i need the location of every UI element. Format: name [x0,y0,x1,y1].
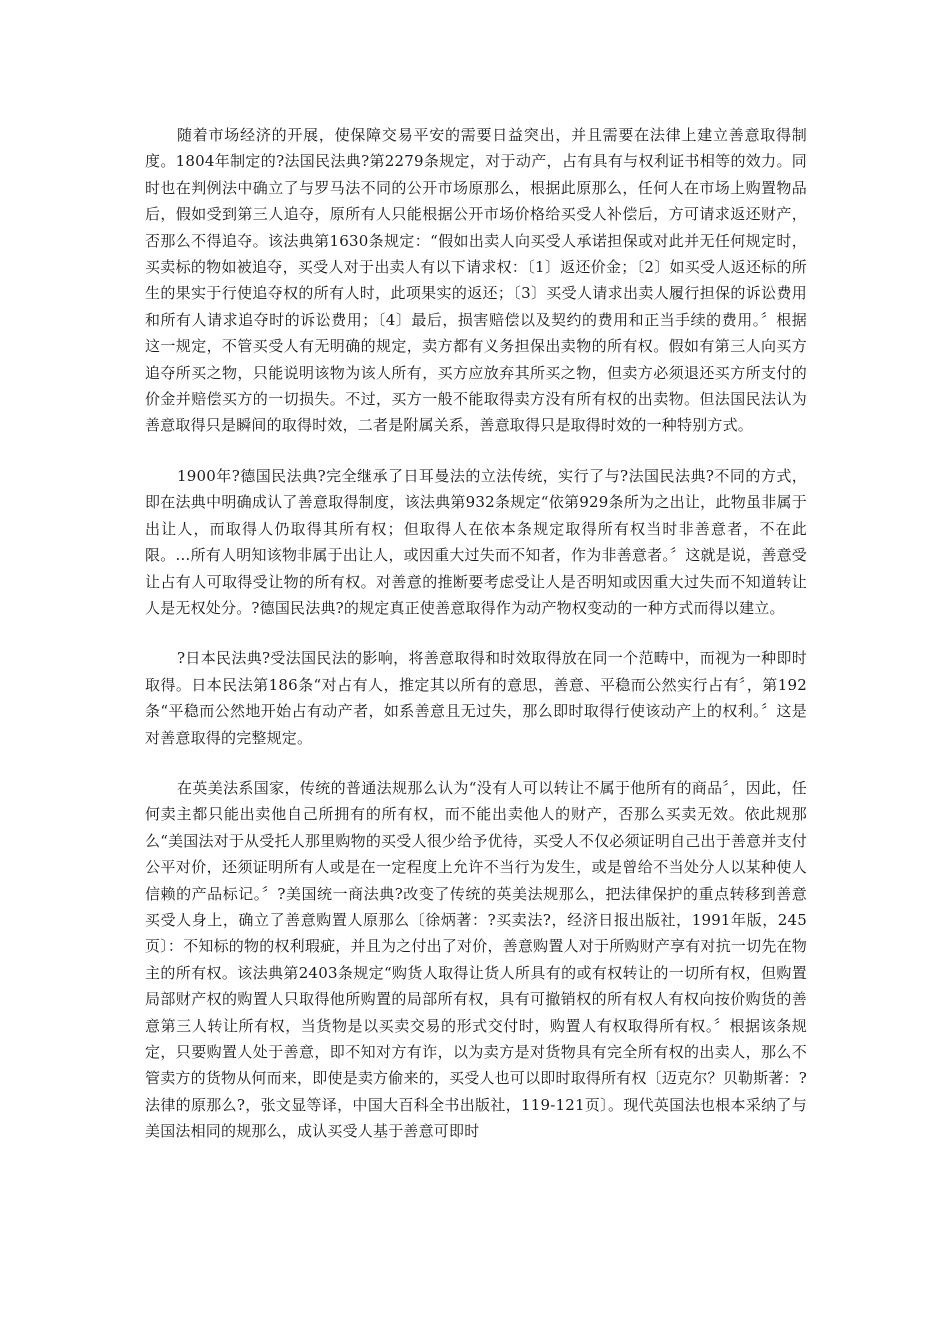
document-page [145,122,807,1169]
paragraph-french-civil-code: 随着市场经济的开展，使保障交易平安的需要日益突出，并且需要在法律上建立善意取得制度。1804年制定的?法国民法典?第2279条规定，对于动产，占有具有与权利证书相等的效力。同时也在判例法中确立了与罗马法不同的公开市场原那么，根据此原那么，任何人在市场上购置物品后，假如受到第三人追夺，原所有人只能根据公开市场价格给买受人补偿后，方可请求返还财产，否那么不得追夺。该法典第1630条规定：“假如出卖人向买受人承诺担保或对此并无任何规定时，买卖标的物如被追夺，买受人对于出卖人有以下请求权：〔1〕返还价金；〔2〕如买受人返还标的所生的果实于行使追夺权的所有人时，此项果实的返还；〔3〕买受人请求出卖人履行担保的诉讼费用和所有人请求追夺时的诉讼费用；〔4〕最后，损害赔偿以及契约的费用和正当手续的费用。〞根据这一规定，不管买受人有无明确的规定，卖方都有义务担保出卖物的所有权。假如有第三人向买方追夺所买之物，只能说明该物为该人所有，买方应放弃其所买之物，但卖方必须退还买方所支付的价金并赔偿买方的一切损失。不过，买方一般不能取得卖方没有所有权的出卖物。但法国民法认为善意取得只是瞬间的取得时效，二者是附属关系，善意取得只是取得时效的一种特别方式。 [145,126,807,435]
paragraph-japanese-civil-code: ?日本民法典?受法国民法的影响，将善意取得和时效取得放在同一个范畴中，而视为一种即时取得。日本民法第186条“对占有人，推定其以所有的意思，善意、平稳而公然实行占有〞，第192条“平稳而公然地开始占有动产者，如系善意且无过失，那么即时取得行使该动产上的权利。〞这是对善意取得的完整规定。 [145,649,807,747]
paragraph-anglo-american-law: 在英美法系国家，传统的普通法规那么认为“没有人可以转让不属于他所有的商品〞，因此，任何卖主都只能出卖他自己所拥有的所有权，而不能出卖他人的财产，否那么买卖无效。依此规那么“美国法对于从受托人那里购物的买受人很少给予优待，买受人不仅必须证明自己出于善意并支付公平对价，还须证明所有人或是在一定程度上允许不当行为发生，或是曾给不当处分人以某种使人信赖的产品标记。〞?美国统一商法典?改变了传统的英美法规那么，把法律保护的重点转移到善意买受人身上，确立了善意购置人原那么〔徐炳著：?买卖法?，经济日报出版社，1991年版，245页〕：不知标的物的权利瑕疵，并且为之付出了对价，善意购置人对于所购财产享有对抗一切先在物主的所有权。该法典第2403条规定“购货人取得让货人所具有的或有权转让的一切所有权，但购置局部财产权的购置人只取得他所购置的局部所有权，具有可撤销权的所有权人有权向按价购货的善意第三人转让所有权，当货物是以买卖交易的形式交付时，购置人有权取得所有权。〞根据该条规定，只要购置人处于善意，即不知对方有诈，以为卖方是对货物具有完全所有权的出卖人，那么不管卖方的货物从何而来，即使是卖方偷来的，买受人也可以即时取得所有权〔迈克尔？贝勒斯著：?法律的原那么?，张文显等译，中国大百科全书出版社，119-121页〕。现代英国法也根本采纳了与美国法相同的规那么，成认买受人基于善意可即时 [145,778,807,1141]
paragraph-german-civil-code: 1900年?德国民法典?完全继承了日耳曼法的立法传统，实行了与?法国民法典?不同的方式，即在法典中明确成认了善意取得制度，该法典第932条规定“依第929条所为之出让，此物虽非属于出让人，而取得人仍取得其所有权；但取得人在依本条规定取得所有权当时非善意者，不在此限。…所有人明知该物非属于出让人，或因重大过失而不知者，作为非善意者。〞这就是说，善意受让占有人可取得受让物的所有权。对善意的推断要考虑受让人是否明知或因重大过失而不知道转让人是无权处分。?德国民法典?的规定真正使善意取得作为动产物权变动的一种方式而得以建立。 [145,466,807,617]
